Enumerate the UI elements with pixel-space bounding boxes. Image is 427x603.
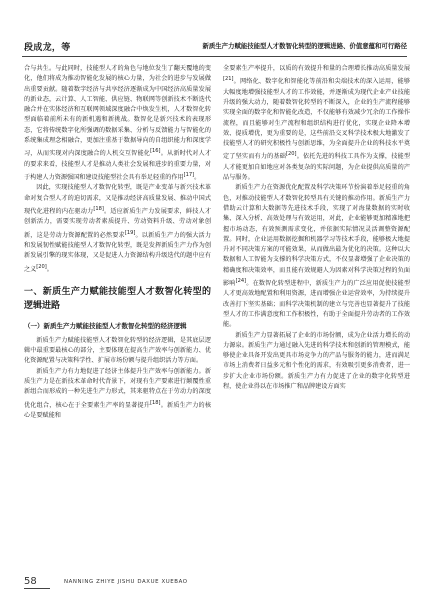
page-header: [22, 40, 407, 54]
body-paragraph: 因此，实现技能型人才数智化转型，既是产业变革与新兴技术革命对复合型人才的迫切需求，又是推动经济高质量发展、推动中国式现代化进程的内在驱动力[18]。适应新质生产力发展要求，鲜技人才创新活力，需要实现劳动者素质提升、劳动资料升级、劳动对象创新，这是劳动力资源配置的必然要求[19]。以新质生产力的强大活力和发展韧性赋能技能型人才数智化转型，既是发挥新质生产力作为创新发展引擎的现实体现，又是促进人力资源结构升级迭代的题中应有之义[20]。: [24, 184, 211, 273]
citation: [20]: [36, 263, 47, 270]
citation: [18]: [93, 205, 104, 212]
body-paragraph: 新质生产力有力地促进了经济主体提升生产效率与创新能力。新质生产力是在新技术革命时代背景下，对现有生产要素进行颠覆性重新组合而形成的一种先进生产力形式，其来驱特点在于劳动力的深度优化组合，核心在于全要素生产率的显著提升[18]。新质生产力的核心是要赋能和: [24, 367, 211, 419]
body-paragraph: 全要素生产率提升，以质的有效提升和量的合理增长推动高质量发展[21]。网络化、数字化和智能化等前沿和尖端技术的深入运用，能够大幅度地增强技能型人才的工作效能，并逐渐成为现代企业产业技能升级的强大动力，随着数智化转型的不断深入，企业的生产流程能够实现全面的数字化和智能化改造，不仅能够有效减少冗余的工作操作流程，而且能够对生产流程和组织结构进行优化，实现企业降本增效、提质增优，更为重要的是，这些前沿交叉科学技术极大地激发了技能型人才的研究积极性与创新思维，为全面提升企业的科技水平奠定了坚实而有力的基础[20]。依托先进的科技工具作为支撑，技能型人才能更加自如地应对各类复杂的实际问题，为企业提供高质量的产品与服务。: [223, 65, 410, 182]
citation: [24]: [235, 278, 247, 285]
right-column: [223, 64, 410, 574]
journal-name-pinyin: NANNING ZHIYE JISHU DAXUE XUEBAO: [64, 579, 188, 585]
citation: [21]: [223, 76, 234, 83]
body-paragraph: 新质生产力显著拓展了企业的市场份额，成为企业活力增长的动力源泉。新质生产力通过融入先进的科学技术和创新的管理模式，能够使企业具备开发出更具市场竞争力的产品与服务的能力，进而满足市场上消费者日益多元和个性化的需求，有效吸引更多消费者，进一步扩大企业市场份额。新质生产力有力促进了企业的数字化转型进程，使企业得以在市场推广和品牌建设方面实: [223, 331, 410, 391]
author-line: 段成龙，等: [24, 43, 71, 53]
citation: [16]: [150, 148, 161, 155]
citation: [19]: [124, 229, 136, 236]
page-number: 58: [24, 576, 37, 587]
body-paragraph: 新质生产力赋能技能型人才数智化转型的经济逻辑，是其底层逻辑中最重要最核心的部分，主要体现在提高生产效率与创新能力、优化资源配置与决策科学性、扩展市场份额与提升组织活力等方面。: [24, 336, 211, 365]
footer-rule: [24, 588, 50, 589]
section-heading: 一、新质生产力赋能技能型人才数智化转型的逻辑进路: [24, 286, 211, 311]
body-paragraph: 合与共生。与此同时，技能型人才的角色与地位发生了翻天覆地的变化，他们将成为推动智能化发展的核心力量，为社会的进步与发展做出重要贡献。随着数字经济与共享经济逐渐成为中国经济高质量发展的新业态，云计算、人工智能、供应链、物联网等创新技术不断迭代融合并在实体经济和互联网领域深度融合中焕发生机，人才数智化转型面临着前所未有的新机遇和新挑战。数智化是新兴技术的表现形态，它将传统数字化所强调的数据采集、分析与反馈能力与智能化的系统集成理念相融合，更加注重基于数据导向的自组织能力和深度学习，从而实现对内深度融合的人机交互智能化[16]。从新时代对人才的要求来看，技能型人才是推动人类社会发展和进步的重要力量，对于构建人力资源强国和建设技能型社会具有举足轻重的作用[17]。: [24, 65, 211, 182]
citation: [20]: [286, 151, 297, 158]
subsection-heading: （一）新质生产力赋能技能型人才数智化转型的经济逻辑: [24, 321, 187, 330]
citation: [18]: [150, 399, 161, 406]
page-footer: [24, 576, 407, 588]
citation: [17]: [183, 172, 195, 179]
body-paragraph: 新质生产力在资源优化配置及科学决策环节扮演着举足轻重的角色，对推动技能型人才数智化转型具有关键的推动作用。新质生产力借助云计算和大数据等先进技术手段，实现了对海量数据的实时收集、深入分析、高效处理与有效运用，对此，企业能够更加精准地把握市场动态，有效预测需求变化，并依据实际情况灵活调整资源配置。同时，企业运用数据挖掘和机器学习等技术手段，能够极大地提升对不同决策方案的可能效果，从而做出最为优化的决策。这种以大数据和人工智能为支撑的科学决策方式，不仅显著增强了企业决策的精确度和决策效率，而且能有效规避人为因素对科学决策过程的负面影响[24]。在数智化转型进程中，新质生产力的广泛应用促使技能型人才更高效地配置和利用资源，进而增强企业运营效率，为持续提升改善打下坚实基础；而科学决策机制的建立与完善也显著提升了技能型人才的工作满意度和工作积极性，有助于全面提升劳动者的工作效能。: [223, 184, 410, 329]
left-column: [24, 64, 211, 574]
header-rule: [22, 56, 407, 57]
running-title: 新质生产力赋能技能型人才数智化转型的逻辑进路、价值意蕴和可行路径: [202, 42, 407, 50]
